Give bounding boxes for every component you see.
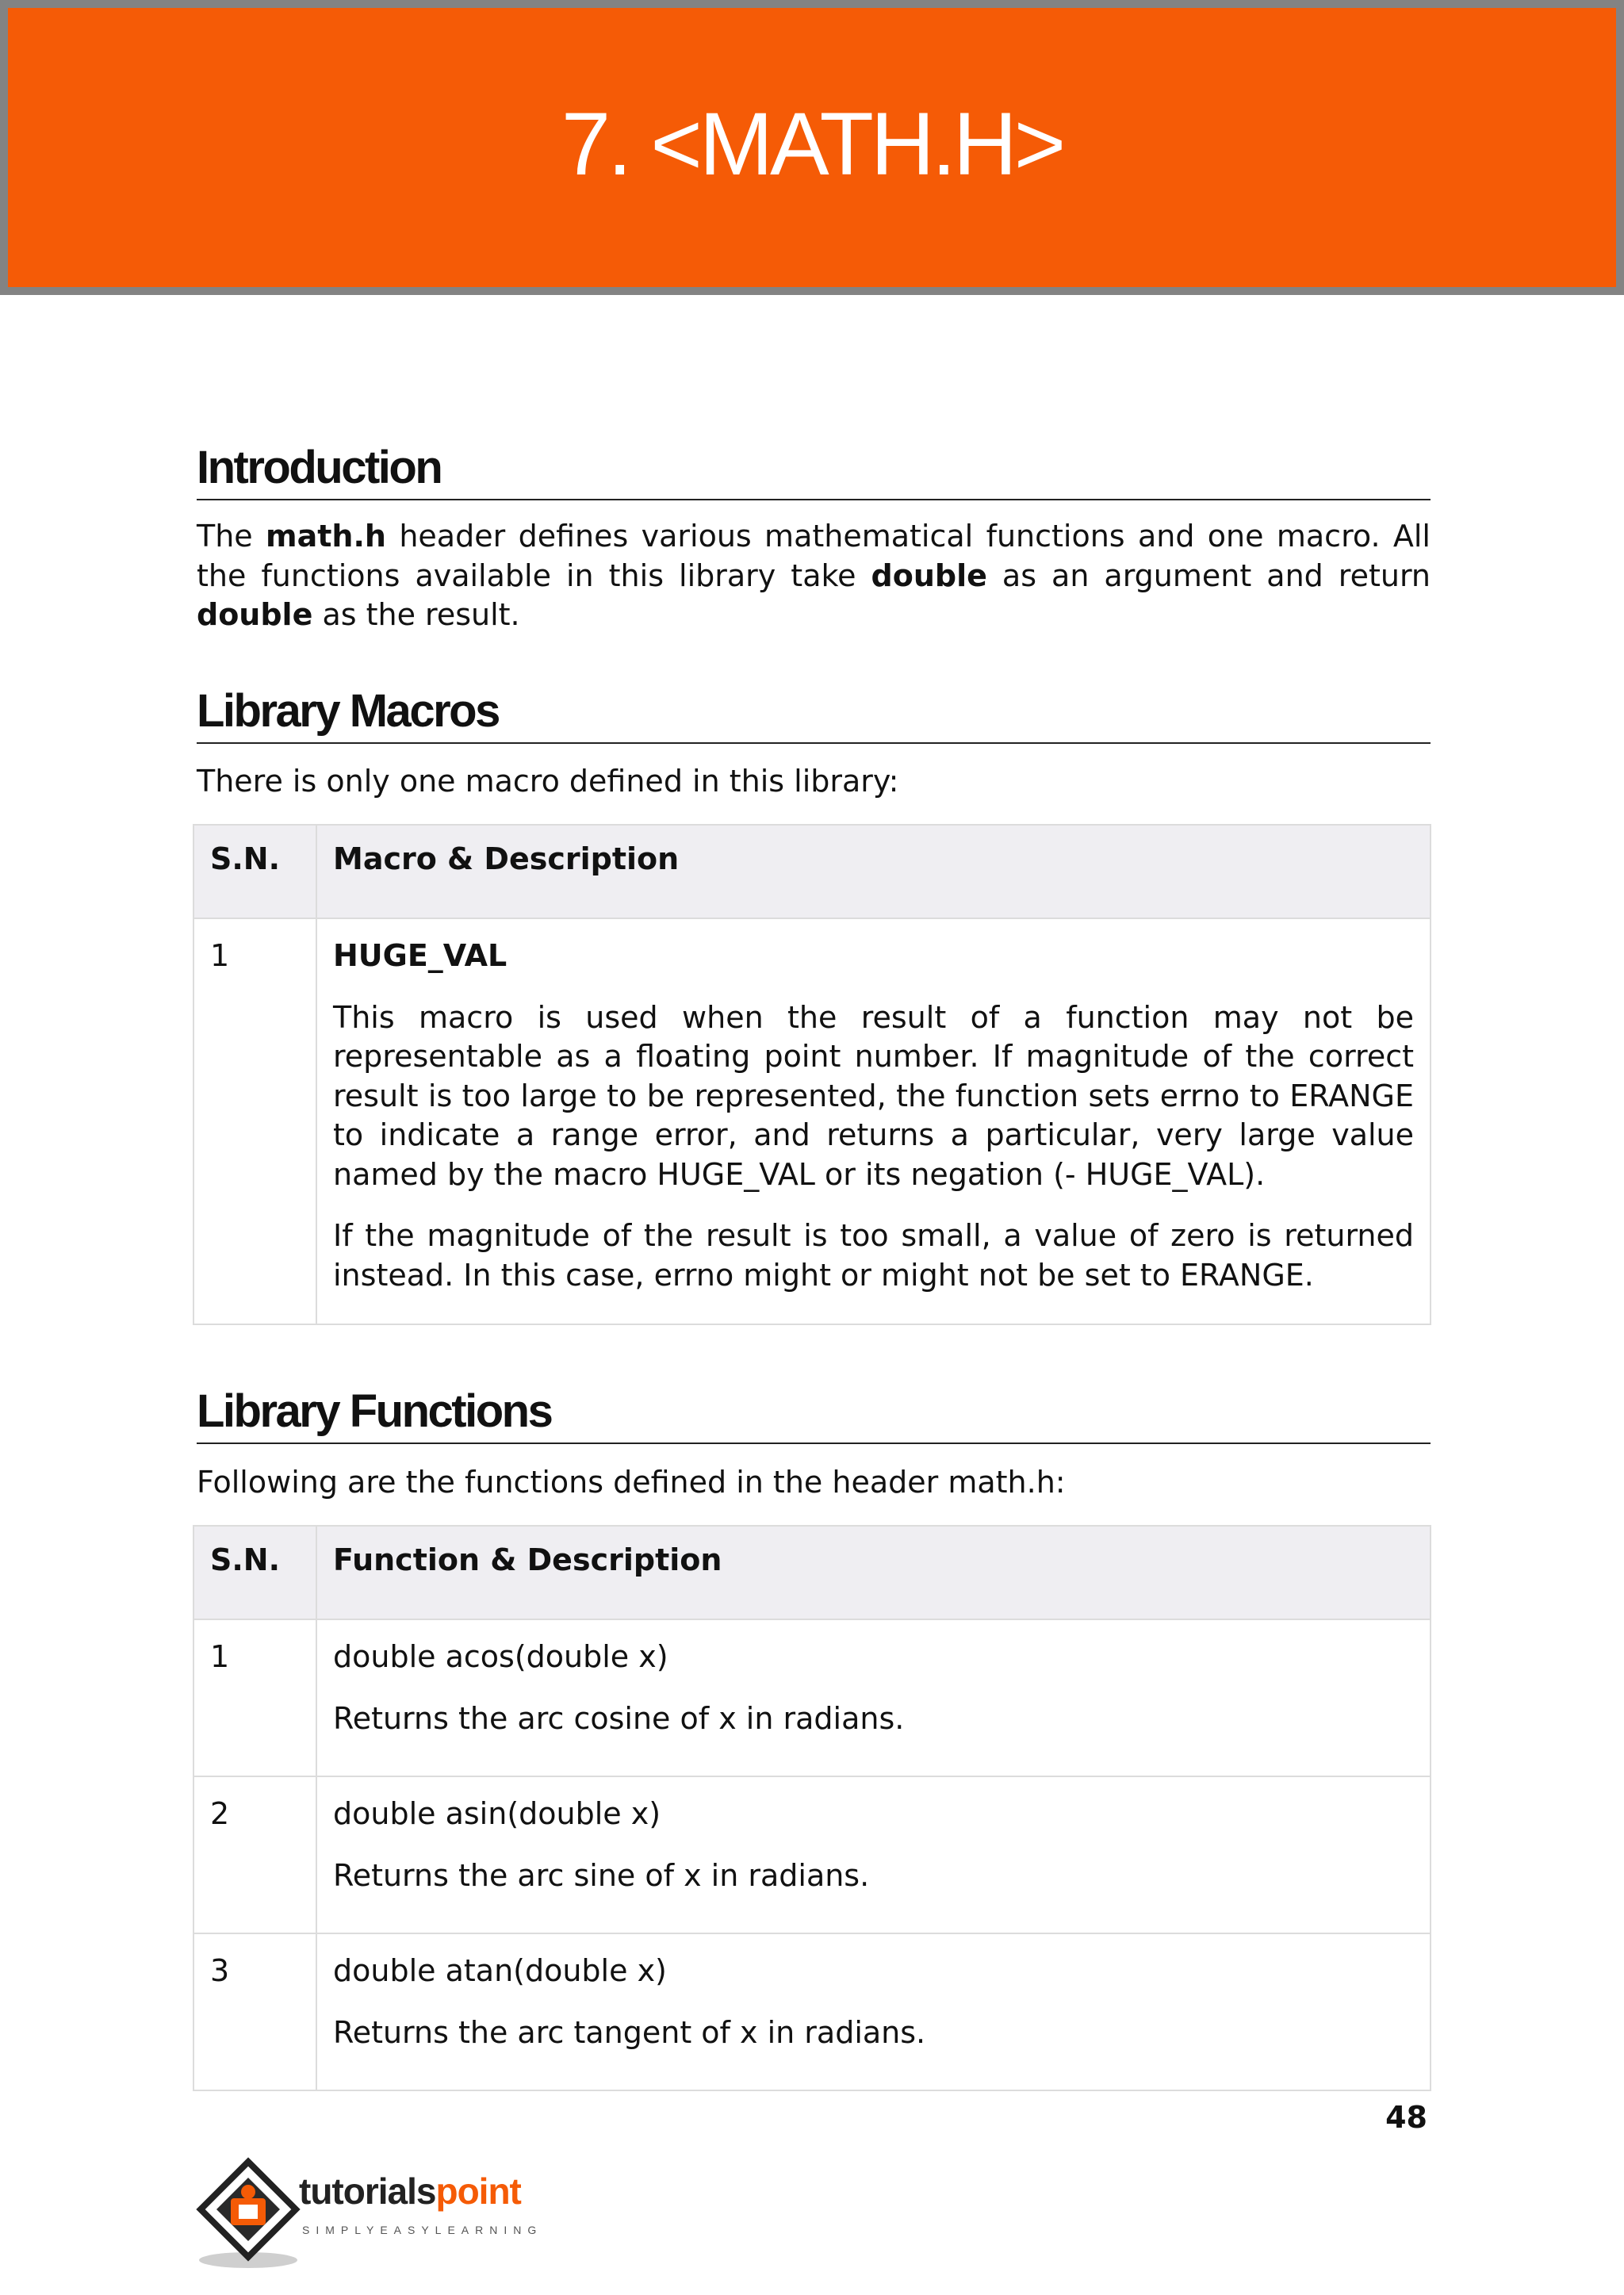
- library-functions-heading: Library Functions: [197, 1384, 1431, 1444]
- table-header-row: [193, 825, 1431, 918]
- logo-tagline: SIMPLYEASYLEARNING: [302, 2224, 543, 2236]
- row-description: [316, 918, 1431, 1324]
- row-sn: 1: [193, 918, 316, 1324]
- function-signature: double asin(double x): [333, 1796, 661, 1831]
- row-sn: 3: [193, 1933, 316, 2090]
- library-macros-heading: Library Macros: [197, 684, 1431, 744]
- row-description: [316, 1776, 1431, 1933]
- introduction-heading: Introduction: [197, 440, 1431, 500]
- function-description: Returns the arc sine of x in radians.: [333, 1857, 870, 1893]
- tutorialspoint-logo: [194, 2157, 567, 2276]
- function-description: Returns the arc tangent of x in radians.: [333, 2014, 926, 2050]
- table-row: [193, 1619, 1431, 1776]
- row-description: [316, 1619, 1431, 1776]
- chapter-title: 7. <MATH.H>: [561, 94, 1063, 193]
- row-sn: 2: [193, 1776, 316, 1933]
- introduction-paragraph: The math.h header defines various mathematical functions and one macro. All the functions available in this library take double as an argument and return double as the result.: [197, 519, 1431, 632]
- page-number: 48: [1385, 2100, 1427, 2135]
- functions-lead: Following are the functions defined in the header math.h:: [197, 1465, 1066, 1500]
- row-description: [316, 1933, 1431, 2090]
- macros-lead: There is only one macro defined in this library:: [197, 764, 899, 799]
- table-row: [193, 918, 1431, 1324]
- row-sn: 1: [193, 1619, 316, 1776]
- macro-name: HUGE_VAL: [333, 938, 508, 973]
- header-sn: S.N.: [193, 1526, 316, 1619]
- function-signature: double atan(double x): [333, 1953, 667, 1988]
- table-row: [193, 1776, 1431, 1933]
- logo-wordmark: tutorialspoint: [299, 2170, 521, 2212]
- table-header-row: [193, 1526, 1431, 1619]
- macro-paragraph: This macro is used when the result of a function may not be representable as a floating point number. If magnitude of the correct result is too large to be represented, the function sets errno to ERANGE to indicate a range error, and returns a particular, very large value named by the macro HUGE_VAL or its negation (- HUGE_VAL).: [333, 999, 1414, 1192]
- macros-table: [193, 824, 1431, 1325]
- header-description: Macro & Description: [316, 825, 1431, 918]
- header-description: Function & Description: [316, 1526, 1431, 1619]
- chapter-banner: [0, 0, 1624, 295]
- macro-paragraph: If the magnitude of the result is too small, a value of zero is returned instead. In this case, errno might or might not be set to ERANGE.: [333, 1218, 1414, 1293]
- tutorialspoint-logo-icon: [194, 2157, 305, 2276]
- function-signature: double acos(double x): [333, 1639, 668, 1674]
- function-description: Returns the arc cosine of x in radians.: [333, 1700, 905, 1736]
- table-row: [193, 1933, 1431, 2090]
- header-sn: S.N.: [193, 825, 316, 918]
- functions-table: [193, 1525, 1431, 2091]
